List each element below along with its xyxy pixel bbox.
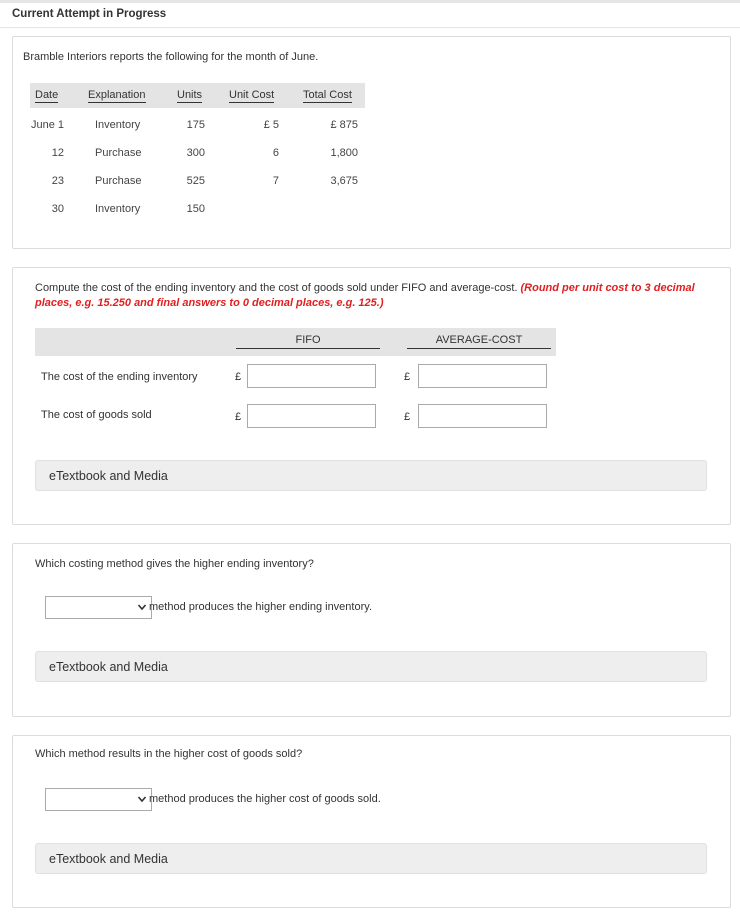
fifo-avg-panel [12, 267, 731, 525]
col-header-unit-cost: Unit Cost [229, 89, 275, 101]
ending-inventory-fifo-input[interactable] [247, 364, 376, 388]
cell-total-cost: 3,675 [330, 175, 358, 187]
col-header-total-cost: Total Cost [303, 89, 352, 101]
currency-symbol: £ [235, 371, 242, 383]
cell-units: 150 [186, 203, 205, 215]
col-header-fifo: FIFO [236, 334, 380, 349]
cell-total-cost: £ 875 [330, 119, 358, 131]
col-header-units: Units [177, 89, 203, 101]
method-suffix: method produces the higher ending inventory. [149, 601, 372, 613]
method-select[interactable] [45, 788, 152, 811]
data-panel [12, 36, 731, 249]
col-header-explanation: Explanation [88, 89, 146, 101]
cell-date: 12 [51, 147, 64, 159]
etextbook-media-link[interactable] [35, 460, 707, 491]
cell-explanation: Inventory [95, 203, 141, 215]
question-prompt: Compute the cost of the ending inventory and the cost of goods sold under FIFO and average-cost. [35, 282, 518, 294]
cell-date: 23 [51, 175, 64, 187]
cell-date: 30 [51, 203, 64, 215]
attempt-status-title: Current Attempt in Progress [12, 8, 167, 20]
etextbook-media-link[interactable] [35, 651, 707, 682]
intro-text: Bramble Interiors reports the following for the month of June. [23, 51, 319, 63]
table-header [30, 83, 365, 108]
cell-date: June 1 [30, 119, 64, 131]
rounding-instruction: (Round per unit cost to 3 decimal places, e.g. 15.250 and final answers to 0 decimal places, e.g. 125.) [35, 282, 695, 309]
etextbook-media-label: eTextbook and Media [49, 469, 168, 483]
cell-unit-cost: £ 5 [263, 119, 279, 131]
cell-units: 300 [186, 147, 205, 159]
etextbook-media-label: eTextbook and Media [49, 660, 168, 674]
etextbook-media-link[interactable] [35, 843, 707, 874]
col-header-average-cost: AVERAGE-COST [407, 334, 551, 349]
cogs-question-panel [12, 735, 731, 908]
question-text: Which costing method gives the higher ending inventory? [35, 558, 314, 570]
currency-symbol: £ [404, 411, 411, 423]
etextbook-media-label: eTextbook and Media [49, 852, 168, 866]
cell-explanation: Purchase [95, 175, 142, 187]
cell-units: 525 [186, 175, 205, 187]
cogs-average-input[interactable] [418, 404, 547, 428]
method-suffix: method produces the higher cost of goods sold. [149, 793, 381, 805]
question-text: Which method results in the higher cost of goods sold? [35, 748, 303, 760]
method-select[interactable] [45, 596, 152, 619]
col-header-date: Date [35, 89, 59, 101]
cell-units: 175 [186, 119, 205, 131]
cell-explanation: Purchase [95, 147, 142, 159]
currency-symbol: £ [235, 411, 242, 423]
answer-columns-header [35, 328, 556, 356]
cell-unit-cost: 6 [272, 147, 279, 159]
ending-inventory-question-panel [12, 543, 731, 717]
cell-unit-cost: 7 [272, 175, 279, 187]
cell-explanation: Inventory [95, 119, 141, 131]
cogs-label: The cost of goods sold [41, 409, 152, 421]
chevron-down-icon [137, 793, 147, 805]
currency-symbol: £ [404, 371, 411, 383]
ending-inventory-average-input[interactable] [418, 364, 547, 388]
chevron-down-icon [137, 601, 147, 613]
ending-inventory-label: The cost of the ending inventory [41, 371, 198, 383]
cogs-fifo-input[interactable] [247, 404, 376, 428]
question-text [35, 281, 725, 311]
cell-total-cost: 1,800 [330, 147, 358, 159]
top-bar [0, 0, 740, 28]
